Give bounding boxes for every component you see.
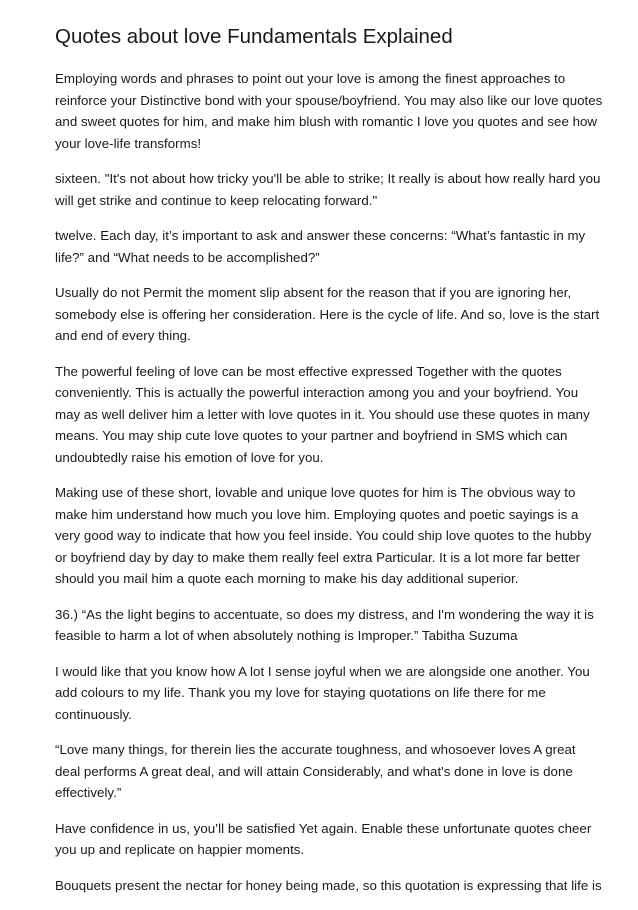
text-line: The powerful feeling of love can be most effective expressed Together with the quotes — [55, 363, 562, 379]
paragraph — [55, 818, 595, 861]
paragraph — [55, 604, 595, 647]
text-line: and end of every thing. — [55, 328, 191, 343]
text-line: twelve. Each day, it’s important to ask and answer these concerns: “What’s fantastic in my — [55, 228, 586, 243]
text-line: should you mail him a quote each morning to make his day additional superior. — [55, 571, 519, 586]
paragraph — [55, 68, 603, 154]
document-page — [55, 24, 603, 910]
text-line: very good way to indicate that how you feel inside. You could ship love quotes to the hubby — [55, 528, 592, 543]
document-body — [55, 68, 603, 896]
paragraph — [55, 225, 595, 268]
text-line: your love-life transforms! — [55, 135, 202, 151]
text-line: add colours to my life. Thank you my love for staying quotations on life there for me — [55, 685, 546, 700]
text-line: means. You may ship cute love quotes to your partner and boyfriend in SMS which can — [55, 428, 568, 443]
text-line: undoubtedly raise his emotion of love for you. — [55, 449, 324, 465]
page-title: Quotes about love Fundamentals Explained — [55, 25, 453, 48]
text-line: or boyfriend day by day to make them really feel extra Particular. It is a lot more far better — [55, 549, 581, 565]
paragraph — [55, 875, 602, 897]
text-line: may as well deliver him a letter with love quotes in it. You should use these quotes in many — [55, 406, 590, 422]
text-line: Bouquets present the nectar for honey being made, so this quotation is expressing that life is — [55, 877, 602, 893]
paragraph — [55, 168, 601, 211]
text-line: you up and replicate on happier moments. — [55, 842, 305, 857]
paragraph — [55, 361, 595, 469]
paragraph — [55, 482, 595, 590]
text-line: somebody else is offering her consideration. Here is the cycle of life. And so, love is the start — [55, 306, 600, 322]
paragraph — [55, 739, 595, 804]
paragraph — [55, 661, 595, 726]
text-line: feasible to harm a lot of when absolutely nothing is Improper.” Tabitha Suzuma — [55, 628, 518, 643]
text-line: Making use of these short, lovable and unique love quotes for him is The obvious way to — [55, 485, 576, 500]
text-line: continuously. — [55, 706, 132, 722]
text-line: reinforce your Distinctive bond with your spouse/boyfriend. You may also like our love quotes — [55, 92, 603, 108]
text-line: “Love many things, for therein lies the accurate toughness, and whosoever loves A great — [55, 742, 576, 757]
text-line: Employing words and phrases to point out your love is among the finest approaches to — [55, 71, 566, 86]
paragraph — [55, 282, 600, 347]
text-line: life?” and “What needs to be accomplished?” — [55, 249, 320, 265]
text-line: deal performs A great deal, and will attain Considerably, and what's done in love is done — [55, 763, 573, 779]
text-line: Usually do not Permit the moment slip absent for the reason that if you are ignoring her, — [55, 285, 572, 300]
text-line: 36.) “As the light begins to accentuate, so does my distress, and I'm wondering the way it is — [55, 606, 594, 622]
text-line: conveniently. This is actually the powerful interaction among you and your boyfriend. You — [55, 385, 579, 400]
text-line: and sweet quotes for him, and make him blush with romantic I love you quotes and see how — [55, 114, 598, 129]
text-line: Have confidence in us, you’ll be satisfied Yet again. Enable these unfortunate quotes cheer — [55, 820, 592, 836]
text-line: sixteen. "It's not about how tricky you'll be able to strike; It really is about how really hard you — [55, 171, 601, 186]
text-line: I would like that you know how A lot I sense joyful when we are alongside one another. You — [55, 663, 590, 679]
text-line: will get strike and continue to keep relocating forward." — [55, 192, 378, 208]
text-line: effectively.” — [55, 785, 122, 800]
text-line: make him understand how much you love him. Employing quotes and poetic sayings is a — [55, 506, 579, 522]
